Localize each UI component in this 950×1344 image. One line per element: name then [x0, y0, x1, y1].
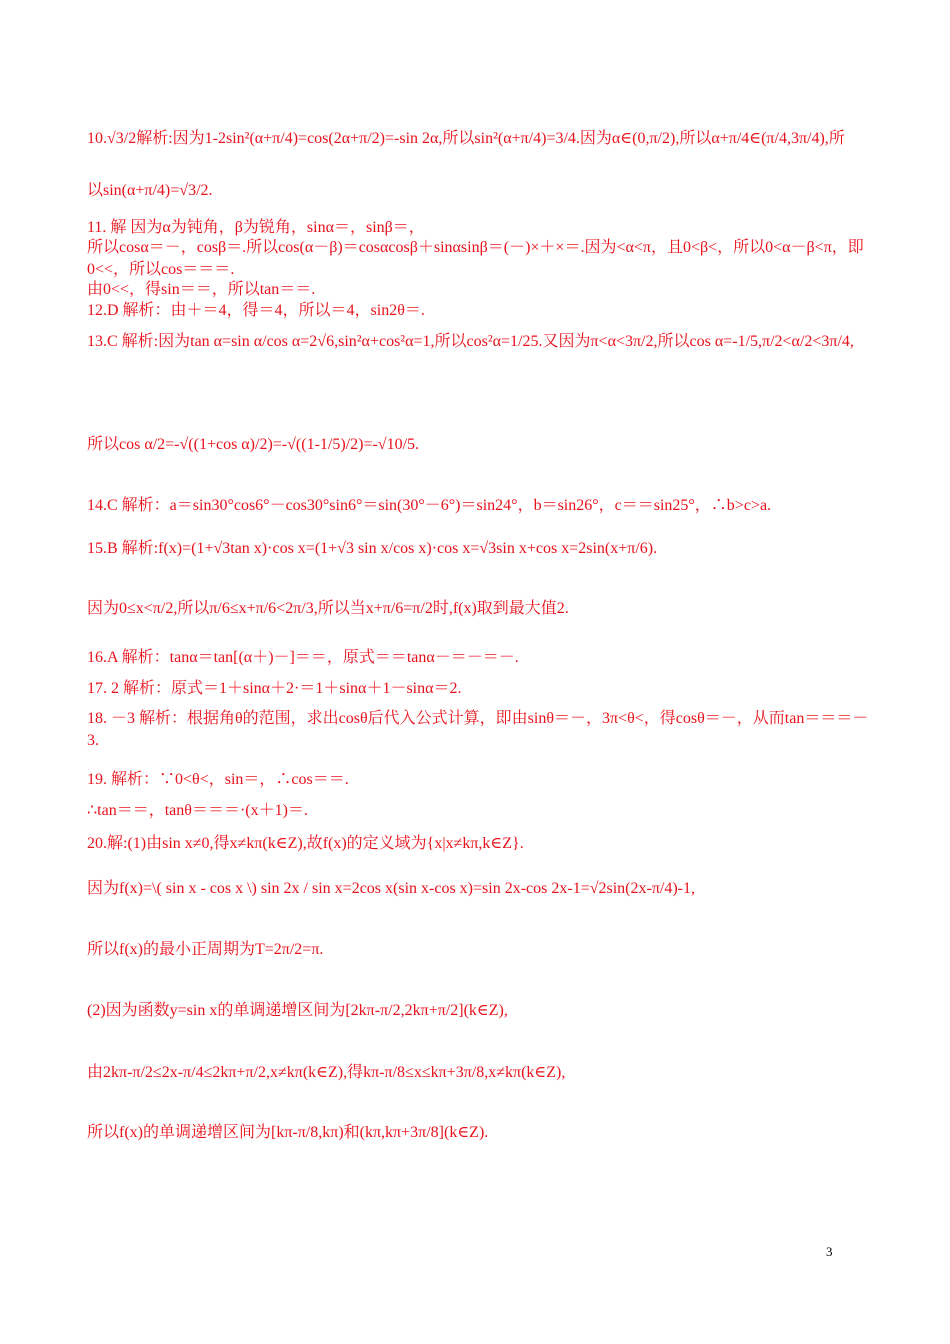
answer-17: 17. 2 解析：原式＝1＋sinα＋2·＝1＋sinα＋1－sinα＝2. — [87, 680, 462, 697]
answer-13-line-1: 13.C 解析:因为tan α=sin α/cos α=2√6,sin²α+cos²α=1,所以cos²α=1/25.又因为π<α<3π/2,所以cos α=-1/5,π/2<α/2<3π/4, — [87, 333, 854, 350]
answer-13-line-2: 所以cos α/2=-√((1+cos α)/2)=-√((1-1/5)/2)=-√10/5. — [87, 436, 420, 453]
answer-10-line-1: 10.√3/2解析:因为1-2sin²(α+π/4)=cos(2α+π/2)=-sin 2α,所以sin²(α+π/4)=3/4.因为α∈(0,π/2),所以α+π/4∈(π/4,3π/4),所 — [87, 130, 845, 147]
answer-11-line-3: 由0<<，得sin＝＝，所以tan＝＝. — [87, 281, 316, 298]
page-number: 3 — [826, 1244, 833, 1259]
answer-20-line-2: 因为f(x)=\( sin x - cos x \) sin 2x / sin x=2cos x(sin x-cos x)=sin 2x-cos 2x-1=√2sin(2x-π/4)-1, — [87, 880, 696, 897]
answer-20-line-6: 所以f(x)的单调递增区间为[kπ-π/8,kπ)和(kπ,kπ+3π/8](k∈Z). — [87, 1124, 489, 1141]
answer-16: 16.A 解析：tanα＝tan[(α＋)－]＝＝，原式＝＝tanα－＝－＝－. — [87, 649, 519, 666]
answer-19-line-1: 19. 解析：∵0<θ<，sin＝，∴cos＝＝. — [87, 771, 349, 788]
answer-19-line-2: ∴tan＝＝，tanθ＝＝＝·(x＋1)＝. — [87, 802, 308, 819]
answer-20-line-4: (2)因为函数y=sin x的单调递增区间为[2kπ-π/2,2kπ+π/2](k∈Z), — [87, 1002, 508, 1019]
answer-15-line-2: 因为0≤x<π/2,所以π/6≤x+π/6<2π/3,所以当x+π/6=π/2时,f(x)取到最大值2. — [87, 600, 569, 617]
answer-11-line-1: 11. 解 因为α为钝角，β为锐角，sinα＝，sinβ＝， — [87, 219, 425, 236]
answer-20-line-1: 20.解:(1)由sin x≠0,得x≠kπ(k∈Z),故f(x)的定义域为{x|x≠kπ,k∈Z}. — [87, 835, 524, 852]
answer-12: 12.D 解析：由＋＝4，得＝4，所以＝4，sin2θ＝. — [87, 302, 425, 319]
answer-20-line-3: 所以f(x)的最小正周期为T=2π/2=π. — [87, 941, 324, 958]
answer-18: 18. －3 解析：根据角θ的范围，求出cosθ后代入公式计算，即由sinθ＝－，3π<θ<，得cosθ＝－，从而tan＝＝＝－3. — [87, 710, 869, 749]
answer-10-line-2: 以sin(α+π/4)=√3/2. — [87, 182, 213, 199]
answer-15-line-1: 15.B 解析:f(x)=(1+√3tan x)·cos x=(1+√3 sin x/cos x)·cos x=√3sin x+cos x=2sin(x+π/6). — [87, 540, 658, 557]
answer-14: 14.C 解析：a＝sin30°cos6°－cos30°sin6°＝sin(30°－6°)＝sin24°，b＝sin26°，c＝＝sin25°，∴b>c>a. — [87, 497, 772, 514]
answer-11-line-2: 所以cosα＝－，cosβ＝.所以cos(α－β)＝cosαcosβ＋sinαsinβ＝(－)×＋×＝.因为<α<π，且0<β<，所以0<α－β<π，即0<<，所以cos＝＝＝. — [87, 239, 864, 278]
answer-20-line-5: 由2kπ-π/2≤2x-π/4≤2kπ+π/2,x≠kπ(k∈Z),得kπ-π/8≤x≤kπ+3π/8,x≠kπ(k∈Z), — [87, 1064, 566, 1081]
